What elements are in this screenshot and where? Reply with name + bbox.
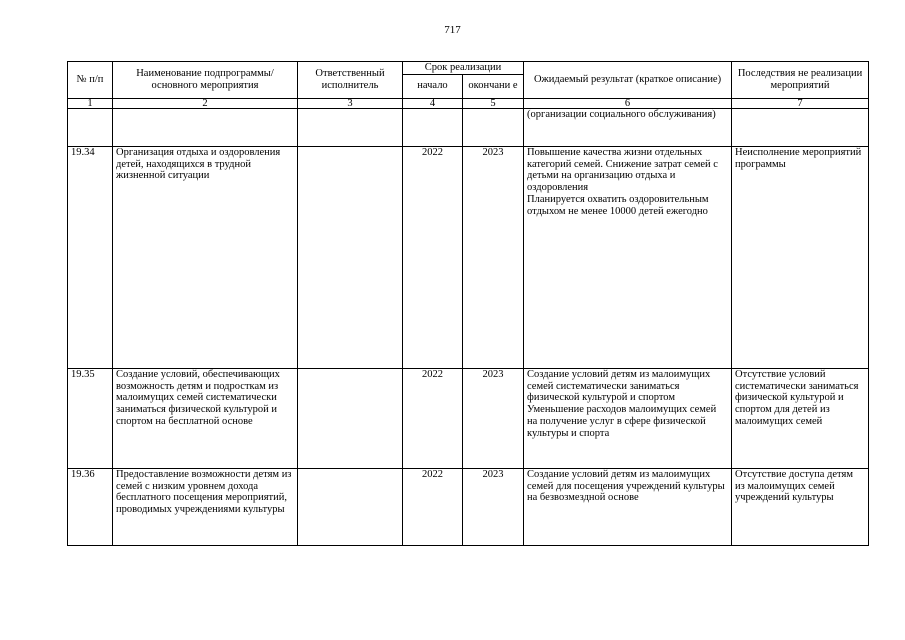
row-consequence: Неисполнение мероприятий программы bbox=[732, 146, 869, 368]
row-consequence bbox=[732, 108, 869, 146]
header-consequence: Последствия не реализации мероприятий bbox=[732, 62, 869, 99]
row-executor bbox=[298, 146, 403, 368]
row-end bbox=[463, 108, 524, 146]
header-period: Срок реализации bbox=[403, 62, 524, 75]
page-number: 717 bbox=[444, 24, 461, 36]
table-row bbox=[68, 108, 869, 146]
header-num: № п/п bbox=[68, 62, 113, 99]
header-result: Ожидаемый результат (краткое описание) bbox=[524, 62, 732, 99]
table-row bbox=[68, 368, 869, 468]
row-end: 2023 bbox=[463, 468, 524, 545]
row-start: 2022 bbox=[403, 146, 463, 368]
header-end: окончани е bbox=[463, 74, 524, 98]
row-start: 2022 bbox=[403, 368, 463, 468]
row-consequence: Отсутствие доступа детям из малоимущих семей учреждений культуры bbox=[732, 468, 869, 545]
row-name bbox=[113, 108, 298, 146]
row-consequence: Отсутствие условий систематически заниматься физической культурой и спортом для детей из малоимущих семей bbox=[732, 368, 869, 468]
row-num: 19.34 bbox=[68, 146, 113, 368]
row-num: 19.36 bbox=[68, 468, 113, 545]
row-result: Создание условий детям из малоимущих семей для посещения учреждений культуры на безвозмездной основе bbox=[524, 468, 732, 545]
program-table bbox=[67, 61, 869, 546]
header-start: начало bbox=[403, 74, 463, 98]
row-executor bbox=[298, 108, 403, 146]
row-end: 2023 bbox=[463, 368, 524, 468]
row-executor bbox=[298, 468, 403, 545]
column-number: 1 bbox=[68, 98, 113, 108]
row-result: (организации социального обслуживания) bbox=[524, 108, 732, 146]
row-num bbox=[68, 108, 113, 146]
row-start: 2022 bbox=[403, 468, 463, 545]
column-number: 4 bbox=[403, 98, 463, 108]
header-executor: Ответственный исполнитель bbox=[298, 62, 403, 99]
column-number: 6 bbox=[524, 98, 732, 108]
row-end: 2023 bbox=[463, 146, 524, 368]
row-result: Повышение качества жизни отдельных категорий семей. Снижение затрат семей с детьми на организацию отдыха и оздоровления Планируется охватить оздоровительным отдыхом не менее 10000 детей ежегодно bbox=[524, 146, 732, 368]
column-number: 7 bbox=[732, 98, 869, 108]
table-row bbox=[68, 468, 869, 545]
row-start bbox=[403, 108, 463, 146]
row-name: Предоставление возможности детям из семей с низким уровнем дохода бесплатного посещения мероприятий, проводимых учреждениями культуры bbox=[113, 468, 298, 545]
row-result: Создание условий детям из малоимущих семей систематически заниматься физической культурой и спортом Уменьшение расходов малоимущих семей на получение услуг в сфере физической культуры и спорта bbox=[524, 368, 732, 468]
column-number: 2 bbox=[113, 98, 298, 108]
header-name: Наименование подпрограммы/ основного мероприятия bbox=[113, 62, 298, 99]
column-number: 5 bbox=[463, 98, 524, 108]
column-number: 3 bbox=[298, 98, 403, 108]
row-num: 19.35 bbox=[68, 368, 113, 468]
table-row bbox=[68, 146, 869, 368]
row-name: Организация отдыха и оздоровления детей, находящихся в трудной жизненной ситуации bbox=[113, 146, 298, 368]
column-number-row bbox=[68, 98, 869, 108]
row-executor bbox=[298, 368, 403, 468]
row-name: Создание условий, обеспечивающих возможность детям и подросткам из малоимущих семей систематически заниматься физической культурой и спортом на бесплатной основе bbox=[113, 368, 298, 468]
